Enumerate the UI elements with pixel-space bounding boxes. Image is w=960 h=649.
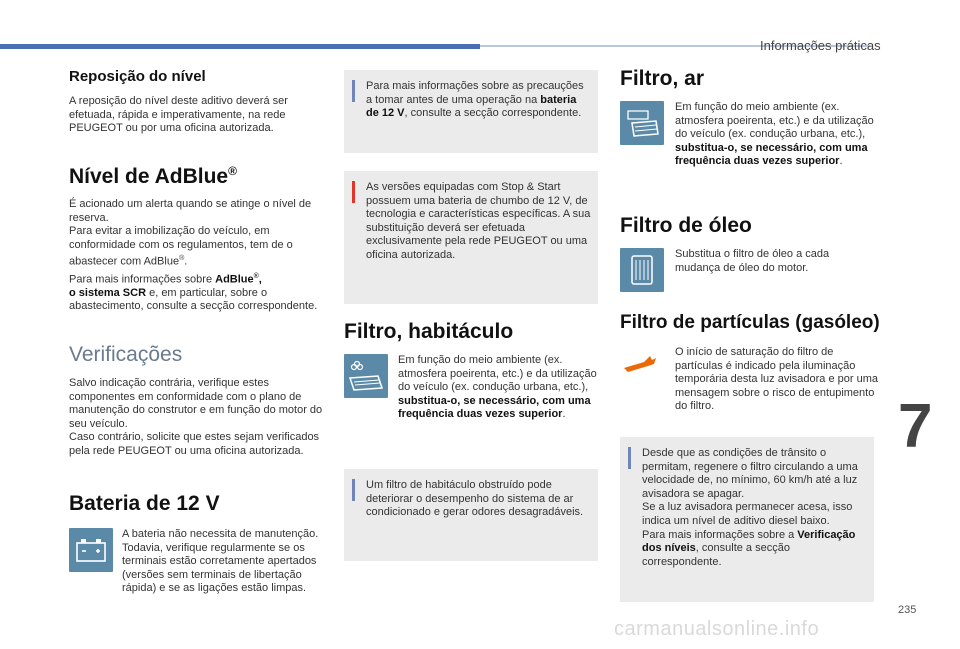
adblue-text: É acionado um alerta quando se atinge o nível de reserva. Para evitar a imobilização do veículo, em conformidade com os regulamentos, tem de o abastecer com AdBlue®. Para mais informações sobre AdBlue®, o sistema SCR e, em particular, sobre o abastecimento, consulte a secção correspondente.	[69, 198, 318, 313]
header-accent-bar	[0, 44, 480, 49]
info-note-bateria	[344, 70, 598, 153]
habitaculo-text: Em função do meio ambiente (ex. atmosfera poeirenta, etc.) e da utilização do veículo (ex. condução urbana, etc.), substitua-o, se necessário, com uma frequência duas vezes superior.	[398, 354, 597, 421]
ar-title: Filtro, ar	[620, 67, 705, 90]
info-icon	[352, 479, 355, 501]
particulas-section	[620, 312, 885, 334]
battery-icon	[69, 528, 113, 572]
habitaculo-section	[344, 320, 598, 344]
particulas-title: Filtro de partículas (gasóleo)	[620, 312, 880, 333]
chapter-tab	[898, 392, 960, 464]
watermark: carmanualsonline.info	[614, 618, 820, 640]
bateria-title: Bateria de 12 V	[69, 492, 220, 515]
verificacoes-text: Salvo indicação contrária, verifique estes componentes em conformidade com o plano de manutenção do construtor e em função do motor do seu veículo. Caso contrário, solicite que estes sejam verificados pela rede PEUGEOT ou uma oficina autorizada.	[69, 377, 323, 457]
bateria-text: A bateria não necessita de manutenção. Todavia, verifique regularmente se os terminais estão corretamente apertados (versões sem terminais de libertação rápida) e se as ligações estão limpas.	[122, 528, 319, 595]
chapter-number: 7	[898, 392, 933, 461]
oleo-text: Substitua o filtro de óleo a cada mudança de óleo do motor.	[675, 248, 830, 274]
info-note-particulas-text: Desde que as condições de trânsito o permitam, regenere o filtro circulando a uma velocidade de, no mínimo, 60 km/h até a luz avisadora se apagar. Se a luz avisadora permanecer acesa, isso indica um nível de aditivo diesel baixo. Para mais informações sobre a Verificação dos níveis, consulte a secção correspondente.	[642, 447, 858, 568]
col1-adblue	[69, 164, 324, 314]
info-note-habitaculo	[344, 469, 598, 561]
info-icon	[352, 80, 355, 102]
info-note-bateria-text: Para mais informações sobre as precauções a tomar antes de uma operação na bateria de 12 V, consulte a secção correspondente.	[366, 80, 584, 120]
oleo-section	[620, 214, 875, 238]
cabin-filter-icon	[344, 354, 388, 398]
warning-note-text: As versões equipadas com Stop & Start possuem uma bateria de chumbo de 12 V, de tecnologia e características específicas. A sua substituição deverá ser efetuada exclusivamente pela rede PEUGEOT ou uma oficina autorizada.	[366, 181, 591, 261]
info-note-habitaculo-text: Um filtro de habitáculo obstruído pode deteriorar o desempenho do sistema de ar condicionado e gerar odores desagradáveis.	[366, 479, 584, 519]
verificacoes-title: Verificações	[69, 343, 183, 366]
ar-section	[620, 67, 875, 91]
warning-note-stop-start	[344, 171, 598, 304]
reposicao-text: A reposição do nível deste aditivo deverá ser efetuada, rápida e imperativamente, na rede PEUGEOT ou por uma oficina autorizada.	[69, 95, 288, 135]
info-icon	[628, 447, 631, 469]
wrench-warning-icon	[620, 346, 664, 390]
habitaculo-title: Filtro, habitáculo	[344, 320, 514, 343]
col1-bateria	[69, 492, 324, 516]
air-filter-icon	[620, 101, 664, 145]
oil-filter-icon	[620, 248, 664, 292]
warning-icon	[352, 181, 355, 203]
oleo-title: Filtro de óleo	[620, 214, 752, 237]
col1-verificacoes	[69, 343, 324, 459]
section-title: Informações práticas	[760, 38, 881, 53]
ar-text: Em função do meio ambiente (ex. atmosfera poeirenta, etc.) e da utilização do veículo (ex. condução urbana, etc.), substitua-o, se necessário, com uma frequência duas vezes superior.	[675, 101, 874, 168]
reposicao-title: Reposição do nível	[69, 68, 206, 85]
adblue-title: Nível de AdBlue®	[69, 164, 237, 188]
page-number: 235	[898, 604, 917, 616]
particulas-text: O início de saturação do filtro de partículas é indicado pela iluminação temporária desta luz avisadora e por uma mensagem sobre o risco de entupimento do filtro.	[675, 346, 878, 413]
col1-reposicao	[69, 68, 324, 136]
info-note-particulas	[620, 437, 874, 602]
